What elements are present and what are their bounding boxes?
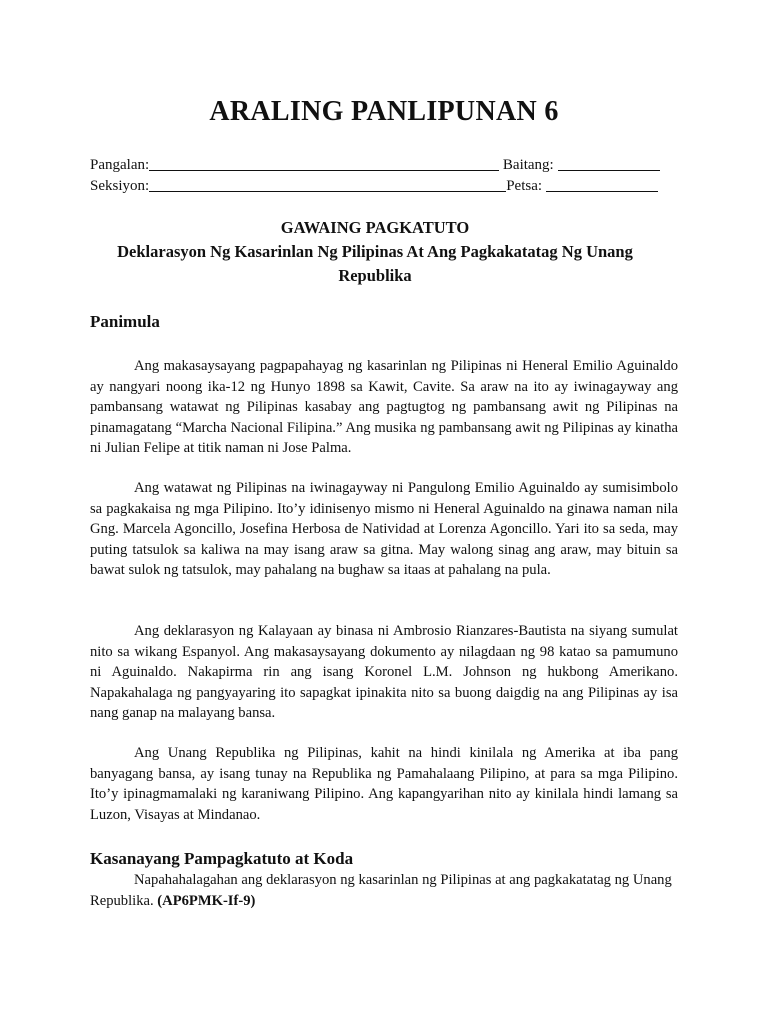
section-label: Seksiyon: <box>90 178 150 194</box>
intro-paragraph-2: Ang watawat ng Pilipinas na iwinagayway ni Pangulong Emilio Aguinaldo ay sumisimbolo sa pagkakaisa ng mga Pilipino. Ito’y idinisenyo mismo ni Heneral Aguinaldo na ginawa naman nila Gng. Marcela Agoncillo, Josefina Herbosa de Natividad at Lorenza Agoncillo. Yari ito sa seda, may puting tatsulok sa kaliwa na may isang araw sa gitna. May walong sinag ang araw, may bituin sa bawat sulok ng tatsulok, may pahalang na bughaw sa itaas at pahalang na pula. <box>90 480 678 578</box>
date-blank[interactable] <box>546 177 658 192</box>
name-label: Pangalan: <box>90 157 150 173</box>
intro-paragraph-3: Ang deklarasyon ng Kalayaan ay binasa ni Ambrosio Rianzares-Bautista na siyang sumulat nito sa wikang Espanyol. Ang makasaysayang dokumento ay nilagdaan ng 98 katao sa pamumuno ni Aguinaldo. Nakapirma rin ang isang Koronel L.M. Johnson ng hukbong Amerikano. Napakahalaga ng pangyayaring ito sapagkat ipinakita nito sa buong daigdig na ang Pilipinas ay isa nang ganap na malayang bansa. <box>90 623 678 721</box>
intro-paragraph-4: Ang Unang Republika ng Pilipinas, kahit na hindi kinilala ng Amerika at iba pang banyagang bansa, ay isang tunay na Republika ng Pamahalaang Pilipino, at para sa mga Pilipino. Ito’y ipinagmamalaki ng karaniwang Pilipino. Ang kapangyarihan nito ay kinilala hindi lamang sa Luzon, Visayas at Mindanao. <box>90 745 678 823</box>
section-blank[interactable] <box>149 177 506 192</box>
name-grade-row <box>90 154 660 174</box>
grade-label: Baitang: <box>499 157 554 173</box>
competency-code: (AP6PMK-If-9) <box>157 892 256 909</box>
competency-text: Napahahalagahan ang deklarasyon ng kasarinlan ng Pilipinas at ang pagkakatatag ng Unang Republika. <box>90 872 672 909</box>
activity-heading: GAWAING PAGKATUTO <box>280 218 470 237</box>
section-date-row <box>90 175 660 195</box>
name-blank[interactable] <box>149 156 499 171</box>
competency-title: Kasanayang Pampagkatuto at Koda <box>90 849 354 868</box>
competency-paragraph <box>90 870 678 911</box>
page-title: ARALING PANLIPUNAN 6 <box>209 96 559 127</box>
topic-heading: Deklarasyon Ng Kasarinlan Ng Pilipinas At Ang Pagkakatatag Ng Unang Republika <box>117 242 633 285</box>
intro-title: Panimula <box>90 312 160 331</box>
date-label: Petsa: <box>506 178 543 194</box>
grade-blank[interactable] <box>558 156 660 171</box>
intro-paragraph-1: Ang makasaysayang pagpapahayag ng kasarinlan ng Pilipinas ni Heneral Emilio Aguinaldo ay nangyari noong ika-12 ng Hunyo 1898 sa Kawit, Cavite. Sa araw na ito ay iwinagayway ang pambansang watawat ng Pilipinas kasabay ang pagtugtog ng pambansang awit ng Pilipinas na pinamagatang “Marcha Nacional Filipina.” Ang musika ng pambansang awit ng Pilipinas ay kinatha ni Julian Felipe at titik naman ni Jose Palma. <box>90 358 678 456</box>
